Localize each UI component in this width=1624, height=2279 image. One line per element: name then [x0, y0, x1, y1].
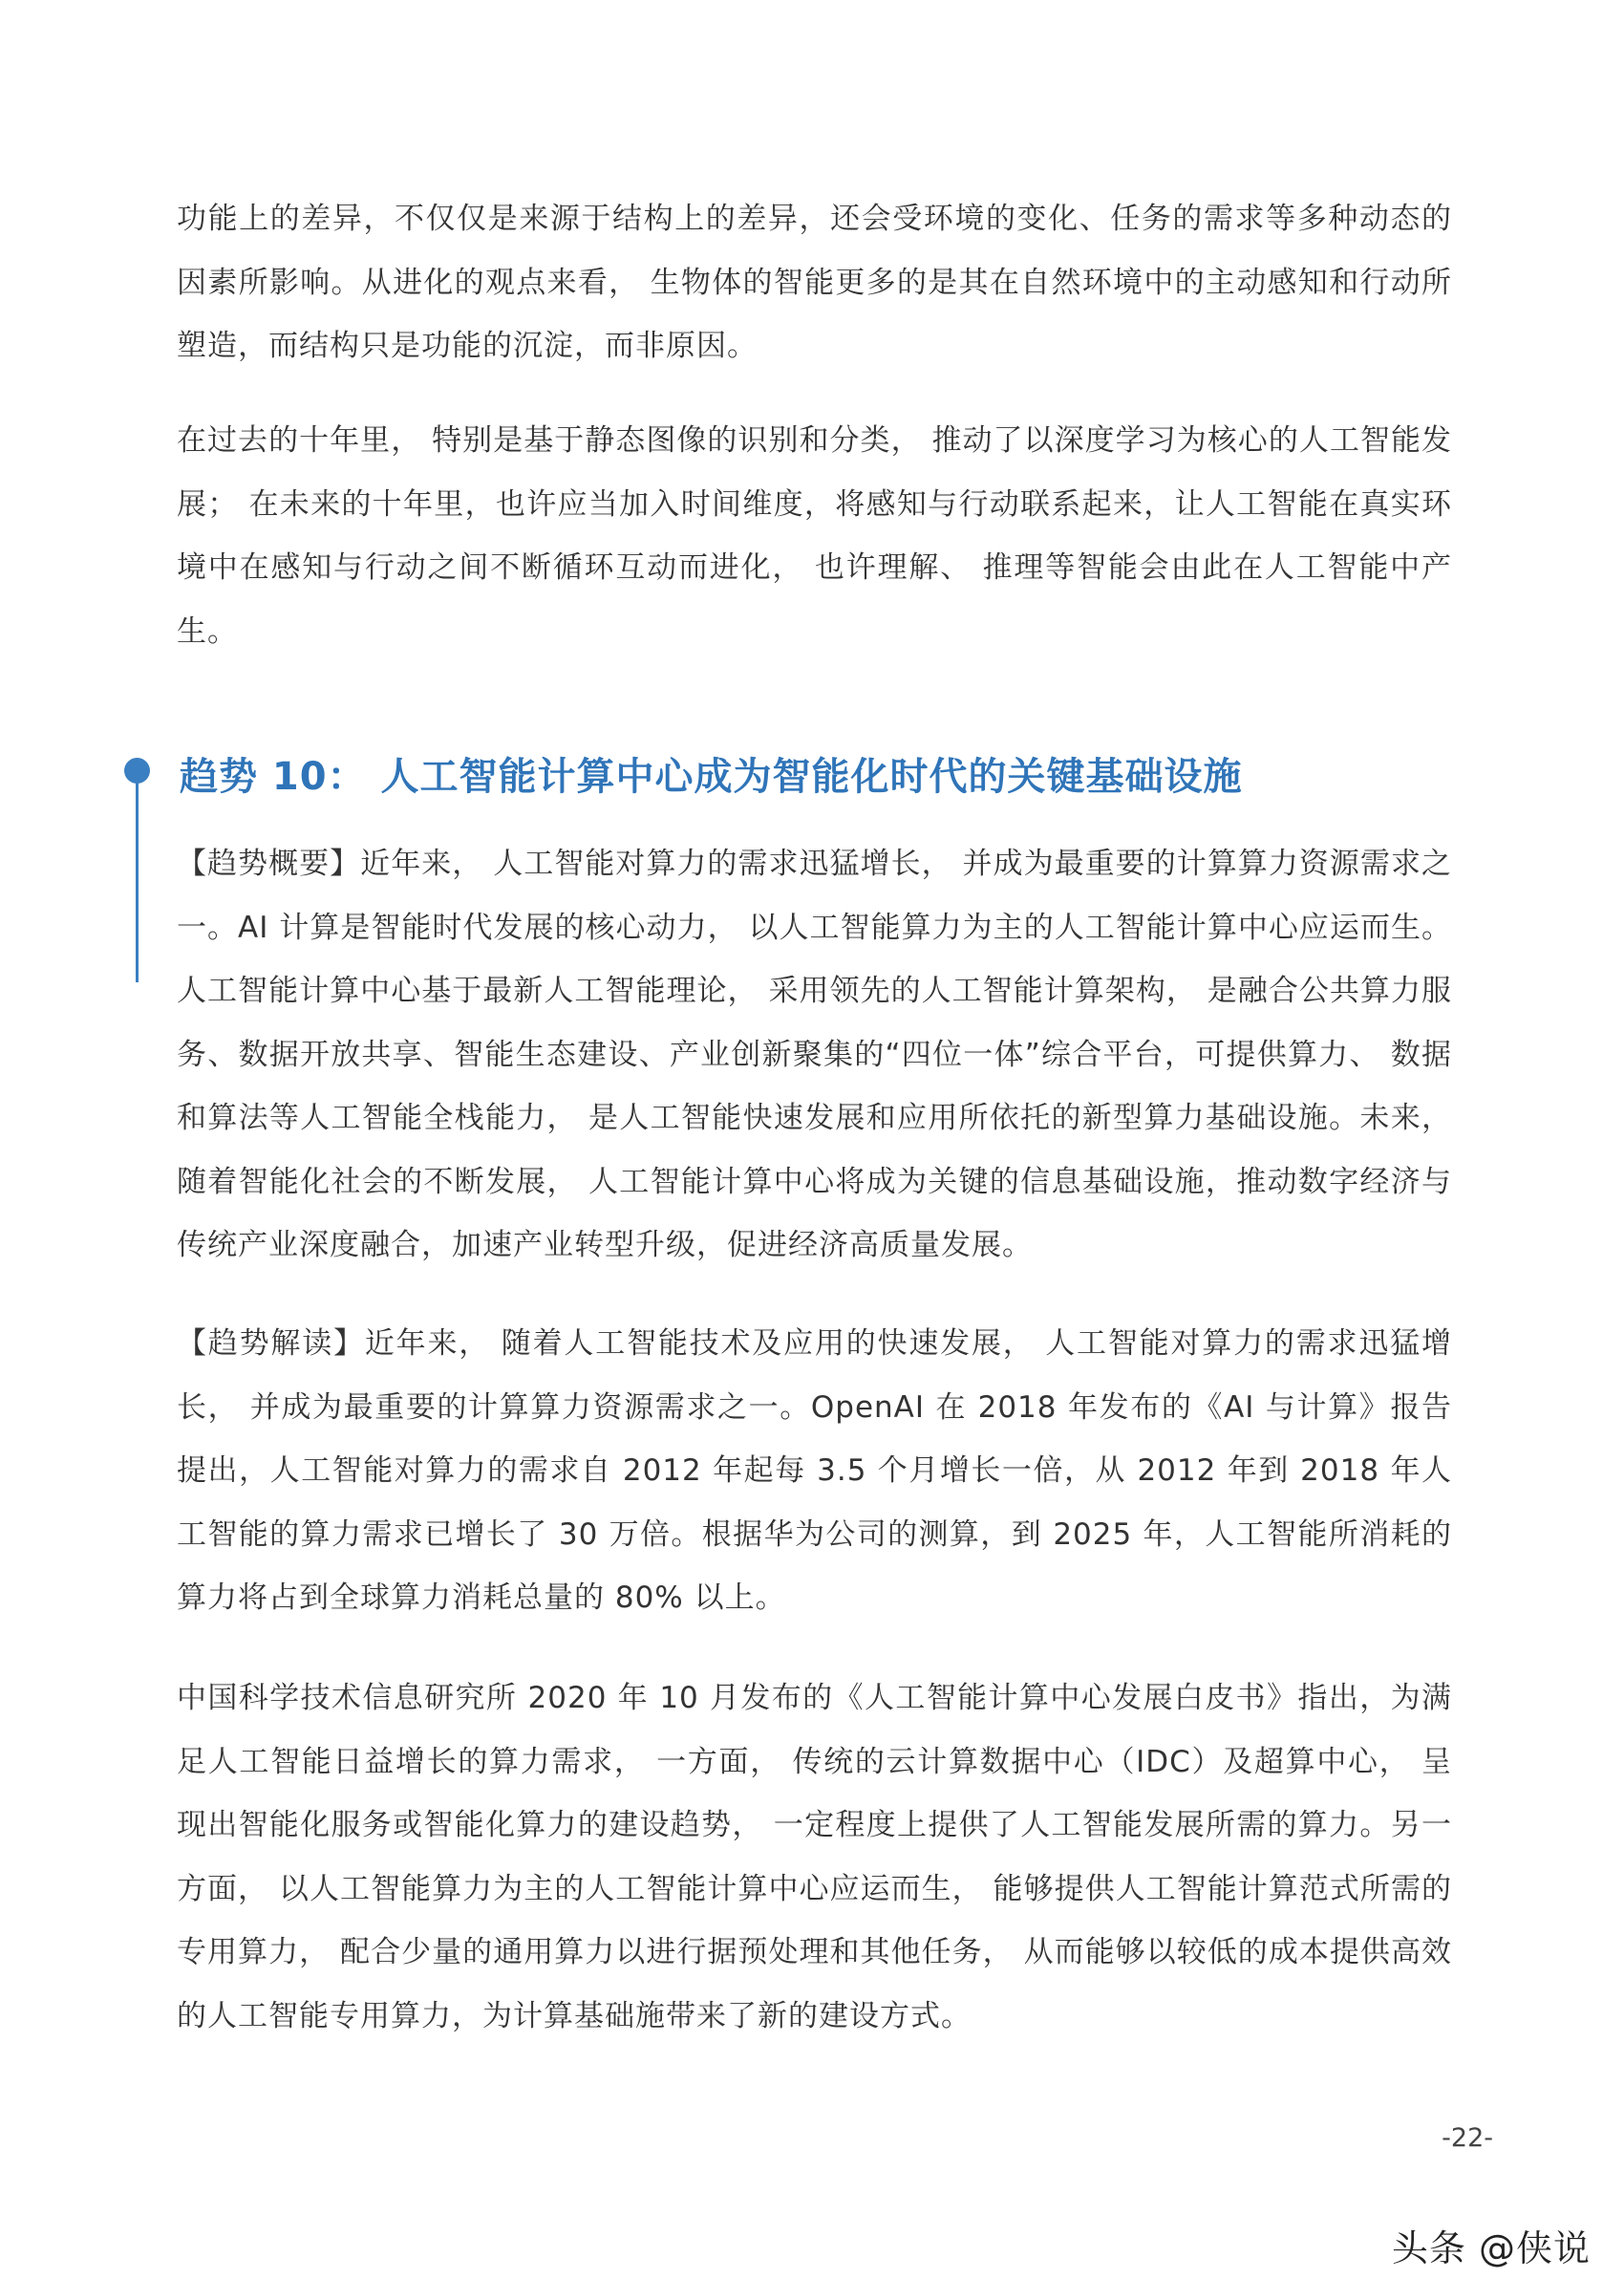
trend-interpretation-paragraph: 【趋势解读】近年来， 随着人工智能技术及应用的快速发展， 人工智能对算力的需求迅猛增长， 并成为最重要的计算算力资源需求之一。OpenAI 在 2018 年发布的《AI 与计算》报告提出，人工智能对算力的需求自 2012 年起每 3.5 个月增长一倍，从 2012 年到 2018 年人工智能的算力需求已增长了 30 万倍。根据华为公司的测算，到 2025 年，人工智能所消耗的算力将占到全球算力消耗总量的 80% 以上。 — [177, 1326, 1452, 1615]
watermark: 头条 @侠说 — [1391, 2227, 1591, 2269]
section-marker-line — [136, 782, 139, 982]
page-number: -22- — [1442, 2123, 1493, 2153]
body-paragraph-5: 中国科学技术信息研究所 2020 年 10 月发布的《人工智能计算中心发展白皮书》指出，为满足人工智能日益增长的算力需求， 一方面， 传统的云计算数据中心（IDC）及超算中心， 呈现出智能化服务或智能化算力的建设趋势， 一定程度上提供了人工智能发展所需的算力。另一方面， 以人工智能算力为主的人工智能计算中心应运而生， 能够提供人工智能计算范式所需的专用算力， 配合少量的通用算力以进行据预处理和其他任务， 从而能够以较低的成本提供高效的人工智能专用算力，为计算基础施带来了新的建设方式。 — [177, 1681, 1452, 2033]
body-paragraph-2: 在过去的十年里， 特别是基于静态图像的识别和分类， 推动了以深度学习为核心的人工智能发展； 在未来的十年里，也许应当加入时间维度，将感知与行动联系起来，让人工智能在真实环境中在感知与行动之间不断循环互动而进化， 也许理解、 推理等智能会由此在人工智能中产生。 — [177, 423, 1452, 649]
body-paragraph-1: 功能上的差异，不仅仅是来源于结构上的差异，还会受环境的变化、任务的需求等多种动态的因素所影响。从进化的观点来看， 生物体的智能更多的是其在自然环境中的主动感知和行动所塑造，而结构只是功能的沉淀，而非原因。 — [177, 202, 1452, 363]
section-heading: 趋势 10： 人工智能计算中心成为智能化时代的关键基础设施 — [180, 755, 1243, 799]
trend-summary-paragraph: 【趋势概要】近年来， 人工智能对算力的需求迅猛增长， 并成为最重要的计算算力资源需求之一。AI 计算是智能时代发展的核心动力， 以人工智能算力为主的人工智能计算中心应运而生。人工智能计算中心基于最新人工智能理论， 采用领先的人工智能计算架构， 是融合公共算力服务、数据开放共享、智能生态建设、产业创新聚集的“四位一体”综合平台，可提供算力、 数据和算法等人工智能全栈能力， 是人工智能快速发展和应用所依托的新型算力基础设施。未来， 随着智能化社会的不断发展， 人工智能计算中心将成为关键的信息基础设施，推动数字经济与传统产业深度融合，加速产业转型升级，促进经济高质量发展。 — [177, 847, 1452, 1262]
section-marker-dot — [124, 758, 150, 784]
